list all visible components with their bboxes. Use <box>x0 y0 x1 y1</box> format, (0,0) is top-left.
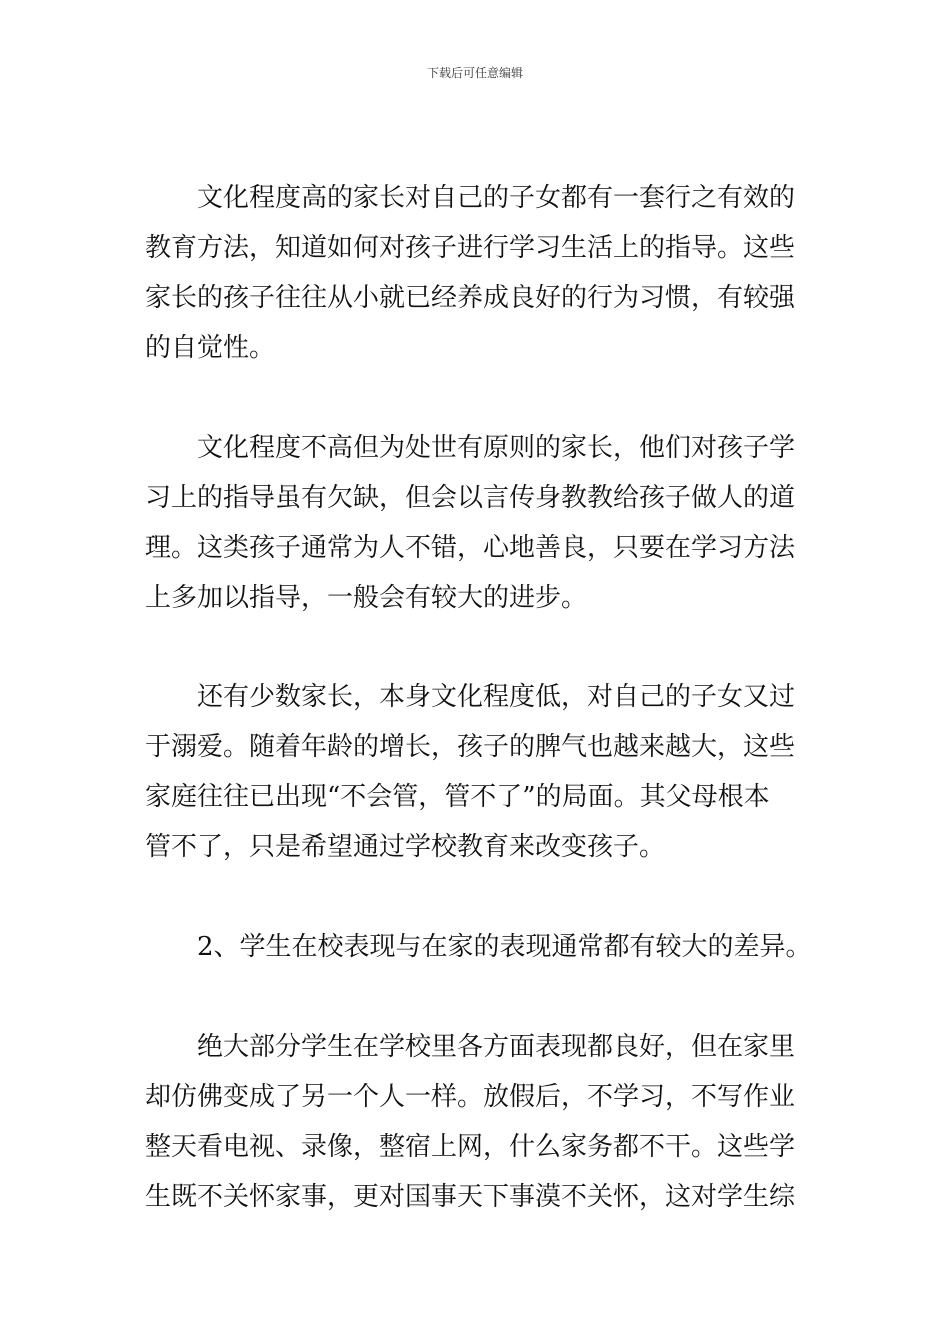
paragraph-line: 生既不关怀家事，更对国事天下事漠不关怀，这对学生综 <box>145 1182 796 1212</box>
paragraph-3 <box>145 672 795 872</box>
paragraph-line: 文化程度高的家长对自己的子女都有一套行之有效的 <box>145 183 796 213</box>
paragraph-line: 的自觉性。 <box>145 333 276 363</box>
paragraph-line: 还有少数家长，本身文化程度低，对自己的子女又过 <box>145 682 796 712</box>
paragraph-line: 管不了，只是希望通过学校教育来改变孩子。 <box>145 832 666 862</box>
paragraph-line: 家庭往往已出现“不会管，管不了”的局面。其父母根本 <box>145 782 770 812</box>
paragraph-line: 上多加以指导，一般会有较大的进步。 <box>145 583 588 613</box>
paragraph-line: 2、学生在校表现与在家的表现通常都有较大的差异。 <box>145 932 812 962</box>
paragraph-line: 文化程度不高但为处世有原则的家长，他们对孩子学 <box>145 433 796 463</box>
paragraph-2 <box>145 423 795 623</box>
paragraph-line: 整天看电视、录像，整宿上网，什么家务都不干。这些学 <box>145 1132 796 1162</box>
paragraph-line: 教育方法，知道如何对孩子进行学习生活上的指导。这些 <box>145 233 796 263</box>
paragraph-line: 却仿佛变成了另一个人一样。放假后，不学习，不写作业 <box>145 1082 796 1112</box>
paragraph-line: 习上的指导虽有欠缺，但会以言传身教教给孩子做人的道 <box>145 483 796 513</box>
paragraph-5 <box>145 1022 795 1222</box>
paragraph-line: 于溺爱。随着年龄的增长，孩子的脾气也越来越大，这些 <box>145 732 796 762</box>
paragraph-line: 家长的孩子往往从小就已经养成良好的行为习惯，有较强 <box>145 283 796 313</box>
section-heading <box>145 922 812 972</box>
page-header: 下载后可任意编辑 <box>426 66 523 80</box>
paragraph-line: 理。这类孩子通常为人不错，心地善良，只要在学习方法 <box>145 533 796 563</box>
paragraph-line: 绝大部分学生在学校里各方面表现都良好，但在家里 <box>145 1032 796 1062</box>
paragraph-1 <box>145 173 795 373</box>
